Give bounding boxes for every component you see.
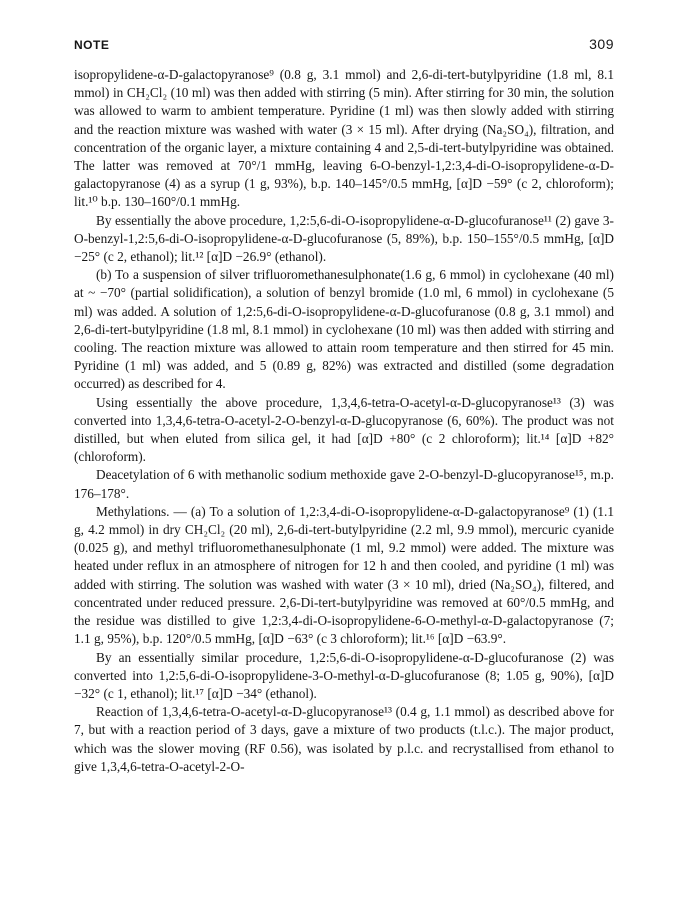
- paragraph: By essentially the above procedure, 1,2:5,6-di-O-isopropylidene-α-D-glucofuranose¹¹ (2) gave 3-O-benzyl-1,2:5,6-di-O-isopropylidene-α-D-glucofuranose (5, 89%), b.p. 150–155°/0.5 mmHg, [α]D −25° (c 2, ethanol); lit.¹² [α]D −26.9° (ethanol).: [74, 212, 614, 265]
- paragraph: isopropylidene-α-D-galactopyranose⁹ (0.8 g, 3.1 mmol) and 2,6-di-tert-butylpyridine (1.8 ml, 8.1 mmol) in CH₂Cl₂ (10 ml) was then added with stirring (5 min). After stirring for 30 min, the solution was allowed to warm to ambient temperature. Pyridine (1 ml) was then slowly added with stirring and the reaction mixture was washed with water (3 × 15 ml). After drying (Na₂SO₄), filtration, and concentration of the organic layer, a mixture containing 4 and 2,5-di-tert-butylpyridine was obtained. The latter was removed at 70°/1 mmHg, leaving 6-O-benzyl-1,2:3,4-di-O-isopropylidene-α-D-galactopyranose (4) as a syrup (1 g, 93%), b.p. 140–145°/0.5 mmHg, [α]D −59° (c 2, chloroform); lit.¹⁰ b.p. 130–160°/0.1 mmHg.: [74, 67, 614, 210]
- running-head: NOTE: [74, 38, 110, 52]
- paragraph: Using essentially the above procedure, 1,3,4,6-tetra-O-acetyl-α-D-glucopyranose¹³ (3) was converted into 1,3,4,6-tetra-O-acetyl-2-O-benzyl-α-D-glucopyranose (6, 60%). The product was not distilled, but when eluted from silica gel, it had [α]D +80° (c 2 chloroform); lit.¹⁴ [α]D +82° (chloroform).: [74, 394, 614, 465]
- body-text: [74, 66, 614, 776]
- page-number: 309: [589, 36, 614, 52]
- paragraph: By an essentially similar procedure, 1,2:5,6-di-O-isopropylidene-α-D-glucofuranose (2) was converted into 1,2:5,6-di-O-isopropylidene-3-O-methyl-α-D-glucofuranose (8; 1.05 g, 90%), [α]D −32° (c 1, ethanol); lit.¹⁷ [α]D −34° (ethanol).: [74, 649, 614, 701]
- paragraph: Methylations. — (a) To a solution of 1,2:3,4-di-O-isopropylidene-α-D-galactopyranose⁹ (1) (1.1 g, 4.2 mmol) in dry CH₂Cl₂ (20 ml), 2,6-di-tert-butylpyridine (2.2 ml, 9.9 mmol), mercuric cyanide (0.025 g), and methyl trifluoromethanesulphonate (1 ml, 9.2 mmol) were added. The mixture was heated under reflux in an atmosphere of nitrogen for 12 h and then cooled, and pyridine (1 ml) was added with stirring. The solution was washed with water (3 × 10 ml), dried (Na₂SO₄), filtered, and concentrated under reduced pressure. 2,6-Di-tert-butylpyridine was removed at 60°/0.5 mmHg, and the residue was distilled to give 1,2:3,4-di-O-isopropylidene-6-O-methyl-α-D-galactopyranose (7; 1.1 g, 95%), b.p. 120°/0.5 mmHg, [α]D −63° (c 3 chloroform); lit.¹⁶ [α]D −63.9°.: [74, 503, 614, 647]
- paragraph: (b) To a suspension of silver trifluoromethanesulphonate(1.6 g, 6 mmol) in cyclohexane (40 ml) at ~ −70° (partial solidification), a solution of benzyl bromide (1.0 ml, 6 mmol) in cyclohexane (5 ml) was added. A solution of 1,2:5,6-di-O-isopropylidene-α-D-glucofuranose (0.8 g, 3.1 mmol) and 2,6-di-tert-butylpyridine (1.8 ml, 8.1 mmol) in cyclohexane (10 ml) was then added with stirring and cooling. The reaction mixture was allowed to attain room temperature and then stirred for 45 min. Pyridine (1 ml) was added, and 5 (0.89 g, 82%) was extracted and distilled (some degradation occurred) as described for 4.: [74, 267, 614, 392]
- page-header: [74, 36, 614, 66]
- paragraph: Deacetylation of 6 with methanolic sodium methoxide gave 2-O-benzyl-D-glucopyranose¹⁵, m.p. 176–178°.: [74, 467, 614, 501]
- paragraph: Reaction of 1,3,4,6-tetra-O-acetyl-α-D-glucopyranose¹³ (0.4 g, 1.1 mmol) as described above for 7, but with a reaction period of 3 days, gave a mixture of two products (t.l.c.). The major product, which was the slower moving (RF 0.56), was isolated by p.l.c. and recrystallised from ethanol to give 1,3,4,6-tetra-O-acetyl-2-O-: [74, 704, 614, 774]
- page: [74, 36, 614, 776]
